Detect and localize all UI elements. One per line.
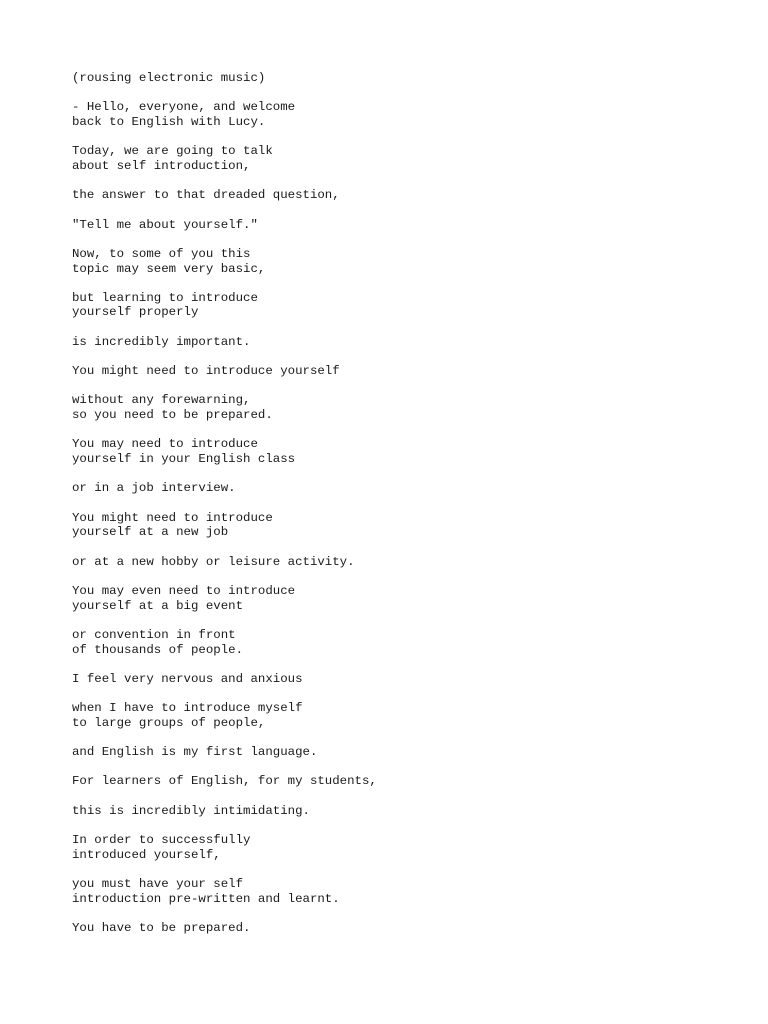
transcript-paragraph: Today, we are going to talk about self introduction, — [72, 144, 273, 173]
transcript-paragraph: I feel very nervous and anxious — [72, 671, 303, 686]
transcript-paragraph: the answer to that dreaded question, — [72, 188, 340, 203]
transcript-paragraph: You might need to introduce yourself at a new job — [72, 510, 273, 540]
transcript-paragraph: (rousing electronic music) — [72, 71, 266, 85]
transcript-paragraph: In order to successfully introduced yourself, — [72, 833, 251, 862]
transcript-paragraph: You have to be prepared. — [72, 921, 251, 936]
transcript-paragraph: but learning to introduce yourself properly — [72, 290, 258, 320]
transcript-paragraph: is incredibly important. — [72, 334, 251, 349]
transcript-paragraph: or convention in front of thousands of people. — [72, 627, 244, 657]
transcript-paragraph: For learners of English, for my students, — [72, 774, 377, 789]
transcript-paragraph: You may even need to introduce yourself at a big event — [72, 583, 296, 613]
transcript-paragraph: Now, to some of you this topic may seem very basic, — [72, 246, 266, 276]
transcript-paragraph: without any forewarning, so you need to be prepared. — [72, 393, 273, 423]
transcript-paragraph: when I have to introduce myself to large groups of people, — [72, 701, 303, 730]
transcript-paragraph: and English is my first language. — [72, 745, 318, 760]
transcript-paragraph: or at a new hobby or leisure activity. — [72, 554, 355, 569]
transcript-paragraph: "Tell me about yourself." — [72, 217, 258, 232]
transcript-paragraph: - Hello, everyone, and welcome back to English with Lucy. — [72, 100, 296, 129]
transcript-paragraph: or in a job interview. — [72, 481, 236, 496]
transcript-paragraph: You might need to introduce yourself — [72, 364, 340, 379]
transcript-paragraph: this is incredibly intimidating. — [72, 803, 310, 818]
transcript-paragraph: you must have your self introduction pre-written and learnt. — [72, 877, 340, 906]
transcript-paragraph: You may need to introduce yourself in your English class — [72, 437, 296, 466]
transcript-body — [72, 71, 732, 950]
